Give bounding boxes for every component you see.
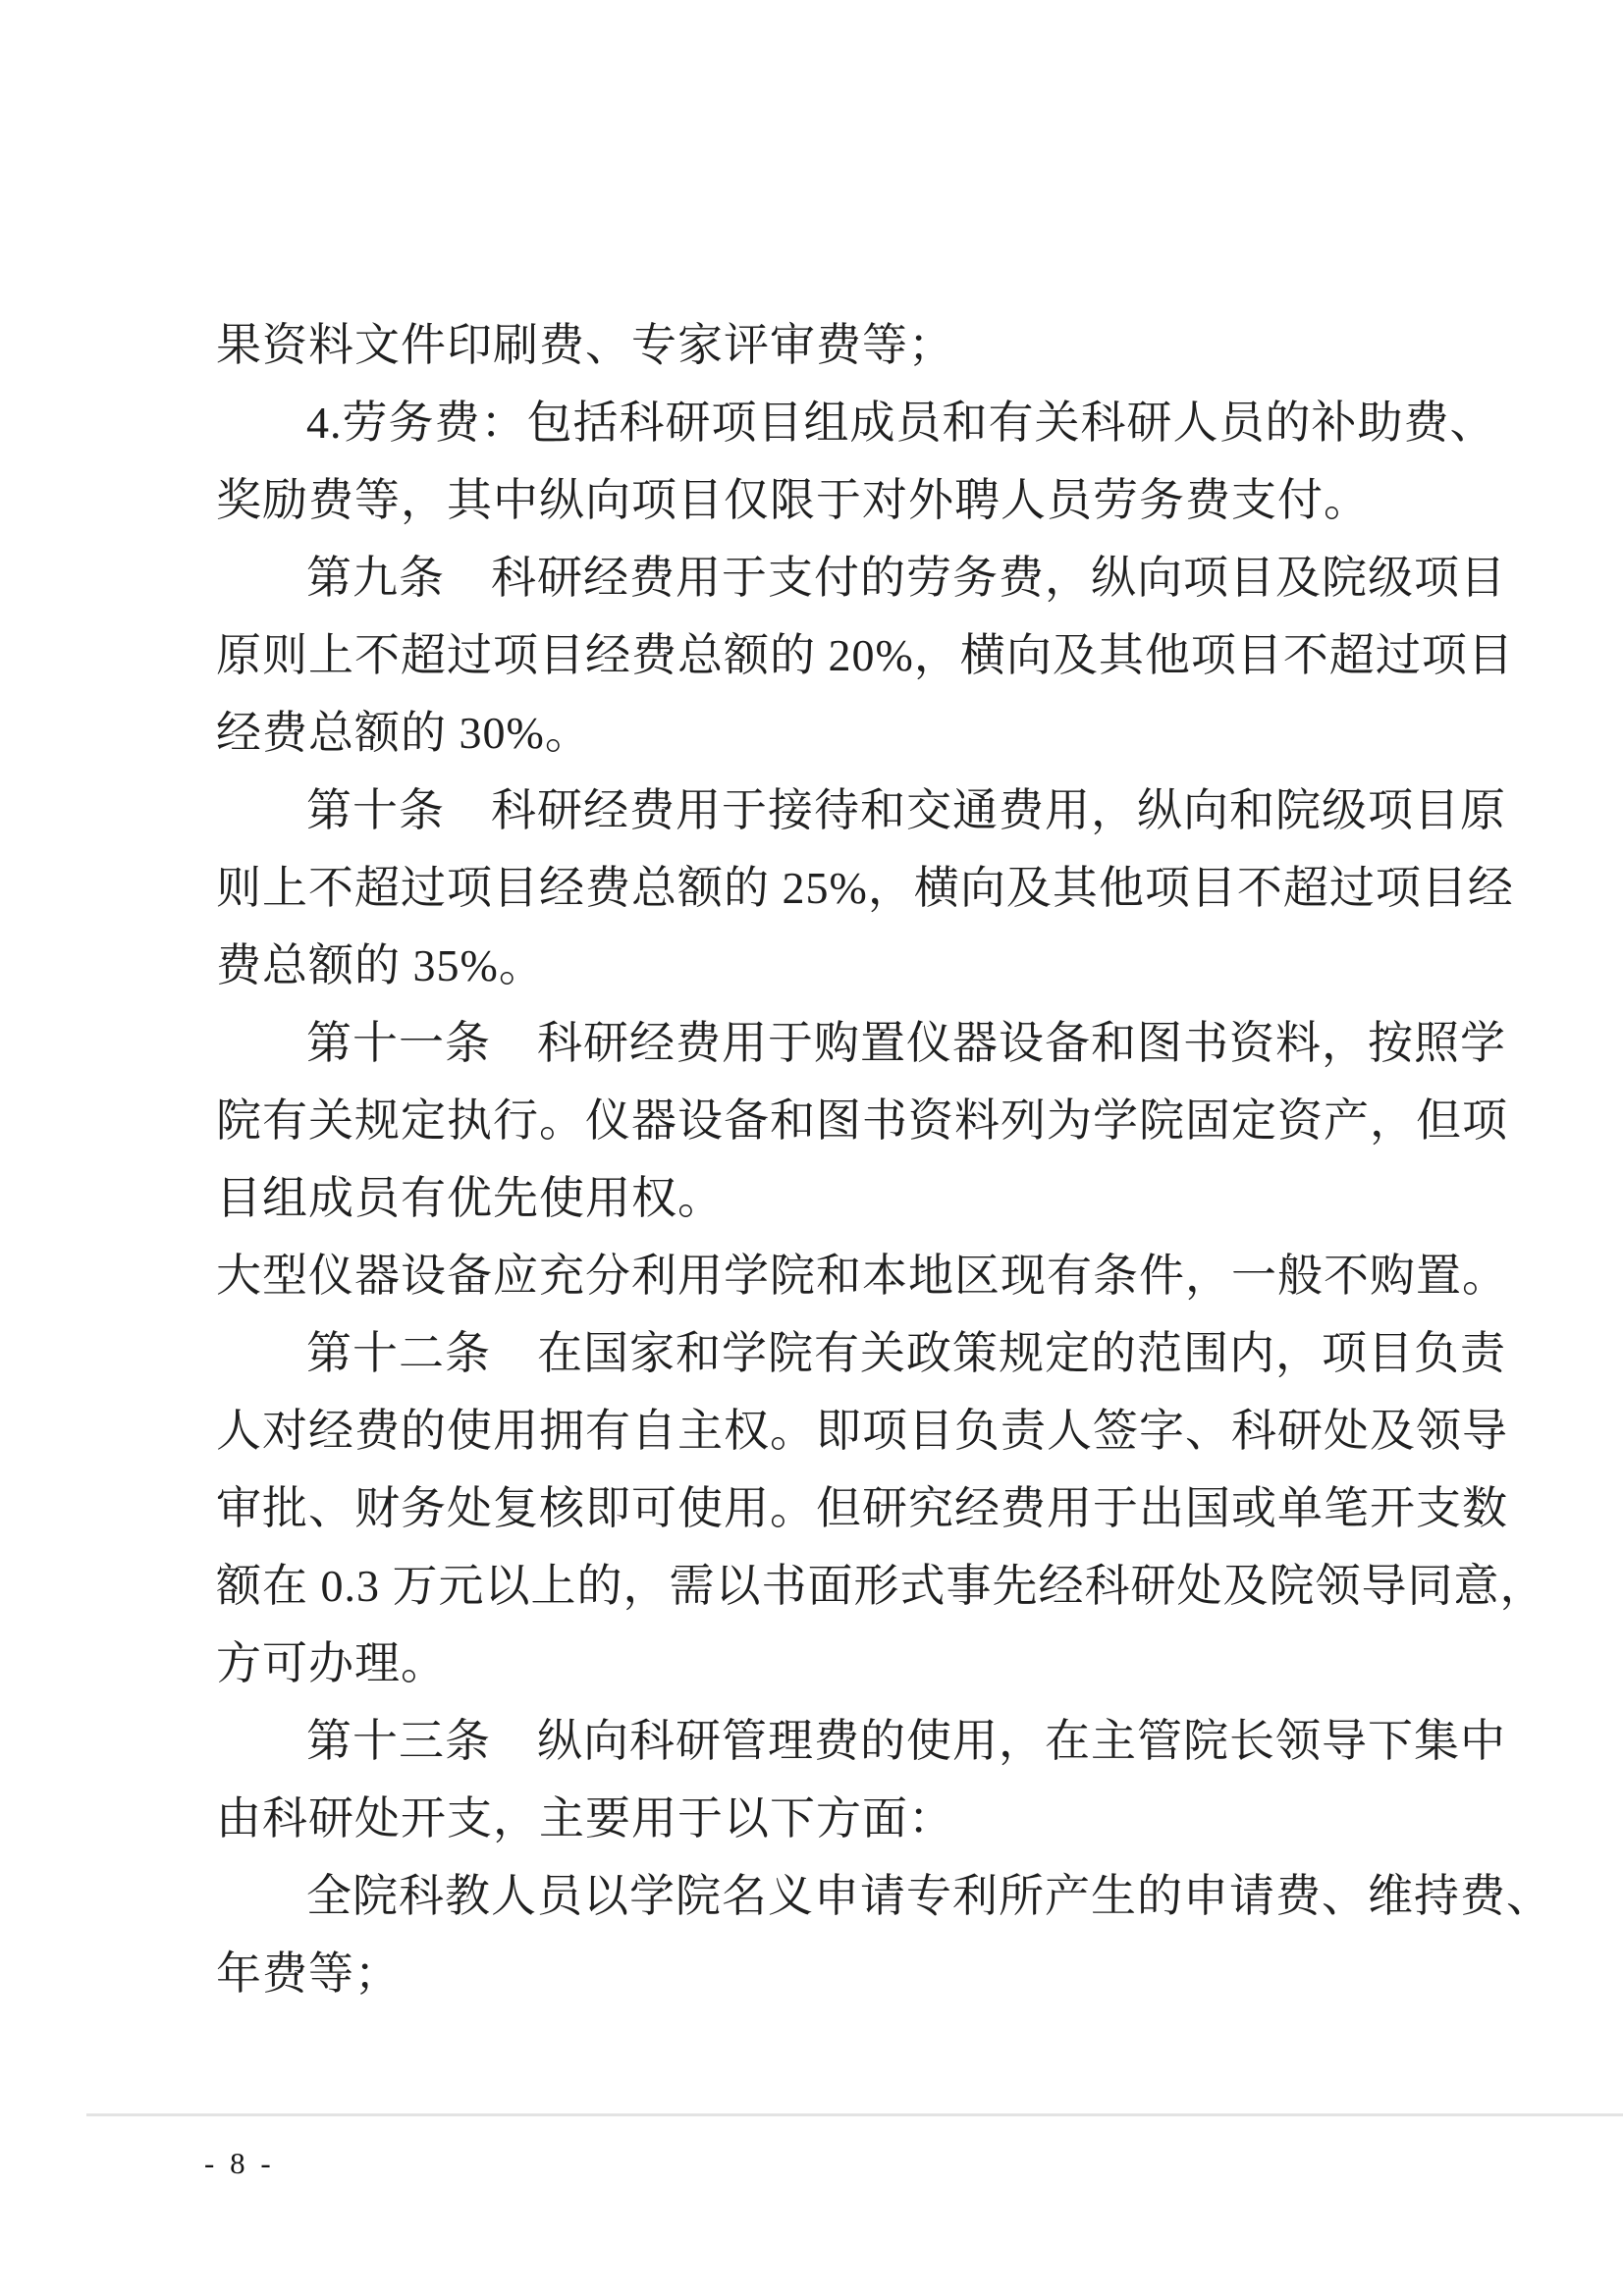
text-line: 第十二条 在国家和学院有关政策规定的范围内，项目负责 [306,1328,1506,1378]
text-line: 大型仪器设备应充分利用学院和本地区现有条件，一般不购置。 [216,1251,1508,1301]
text-line: 4.劳务费：包括科研项目组成员和有关科研人员的补助费、 [306,398,1496,448]
text-line: 额在 0.3 万元以上的，需以书面形式事先经科研处及院领导同意， [216,1561,1546,1611]
text-line: 经费总额的 30%。 [216,708,591,758]
text-line: 方可办理。 [216,1638,447,1688]
text-line: 目组成员有优先使用权。 [216,1173,724,1223]
scan-artifact-divider [86,2113,1623,2116]
page-number: - 8 - [204,2146,275,2180]
text-line: 奖励费等，其中纵向项目仅限于对外聘人员劳务费支付。 [216,475,1370,525]
text-line: 第十三条 纵向科研管理费的使用，在主管院长领导下集中 [306,1716,1506,1766]
text-line: 第十一条 科研经费用于购置仪器设备和图书资料，按照学 [306,1018,1506,1068]
text-line: 人对经费的使用拥有自主权。即项目负责人签字、科研处及领导 [216,1406,1508,1456]
text-line: 费总额的 35%。 [216,940,545,990]
text-line: 院有关规定执行。仪器设备和图书资料列为学院固定资产，但项 [216,1095,1508,1146]
text-line: 审批、财务处复核即可使用。但研究经费用于出国或单笔开支数 [216,1483,1508,1533]
text-line: 年费等； [216,1949,401,1999]
text-line: 由科研处开支，主要用于以下方面： [216,1793,954,1843]
text-line: 全院科教人员以学院名义申请专利所产生的申请费、维持费、 [306,1871,1552,1921]
text-line: 原则上不超过项目经费总额的 20%，横向及其他项目不超过项目 [216,630,1514,680]
document-body [216,306,1552,2012]
text-line: 果资料文件印刷费、专家评审费等； [216,320,954,370]
text-line: 则上不超过项目经费总额的 25%，横向及其他项目不超过项目经 [216,863,1514,913]
text-line: 第十条 科研经费用于接待和交通费用，纵向和院级项目原 [306,785,1506,835]
text-line: 第九条 科研经费用于支付的劳务费，纵向项目及院级项目 [306,553,1506,603]
